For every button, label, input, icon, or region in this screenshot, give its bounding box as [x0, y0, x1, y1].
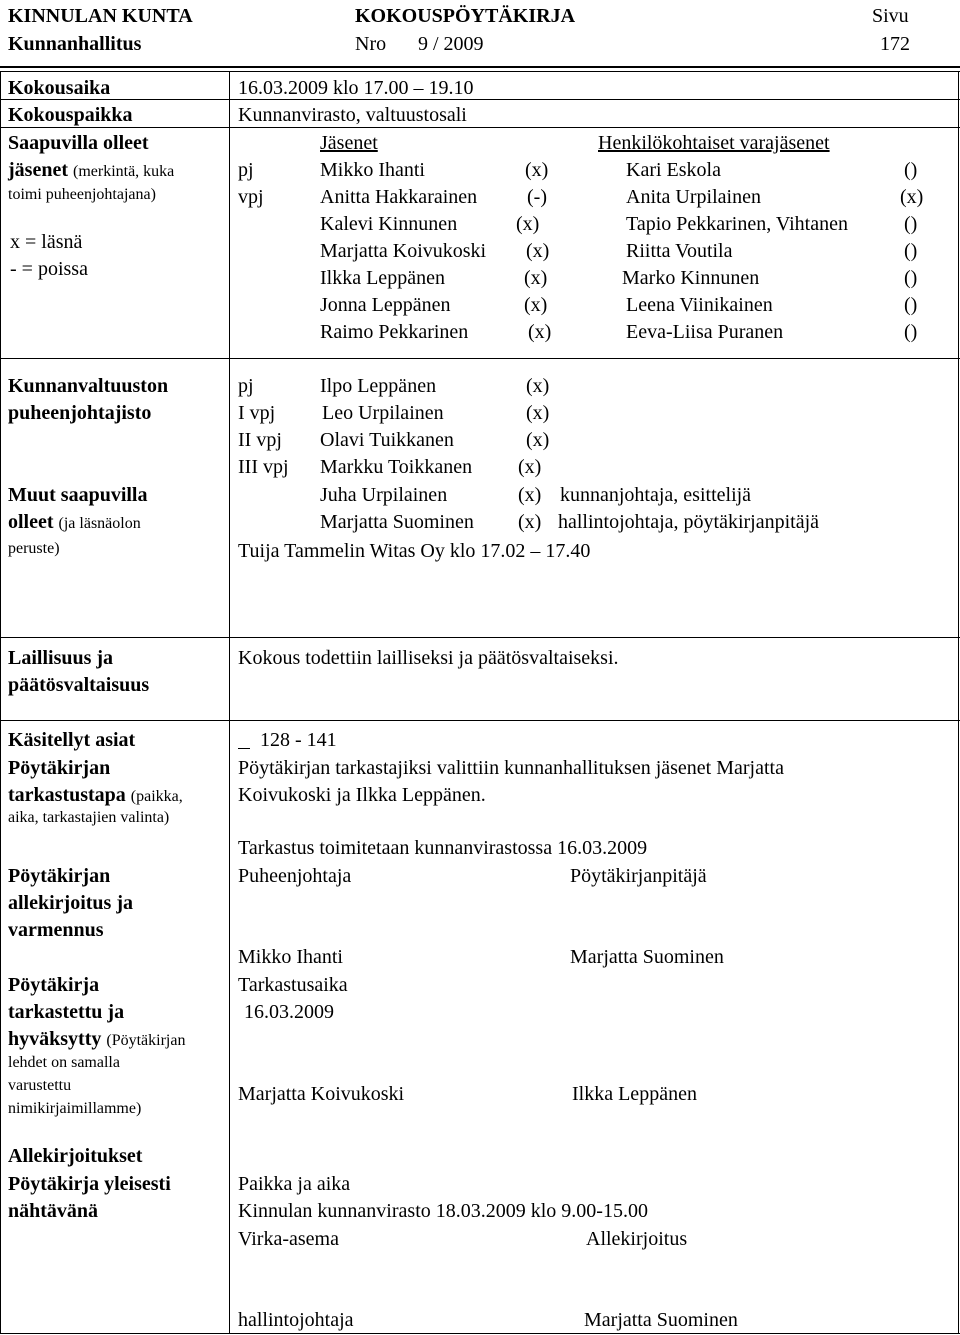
council-role: III vpj — [238, 456, 289, 478]
others-label: Muut saapuvilla — [8, 484, 148, 506]
position: hallintojohtaja — [238, 1309, 354, 1331]
check-text: Pöytäkirjan tarkastajiksi valittiin kunnanhallituksen jäsenet Marjatta — [238, 757, 784, 779]
row-divider — [0, 127, 960, 128]
attendee-role: pj — [238, 159, 254, 181]
other-name: Marjatta Suominen — [320, 511, 474, 533]
council-label: Kunnanvaltuuston — [8, 375, 169, 397]
approved-label-4: lehdet on samalla — [8, 1054, 120, 1071]
deputy-mark: (x) — [900, 186, 924, 208]
row-divider — [0, 358, 960, 359]
signing-label-2: allekirjoitus ja — [8, 892, 133, 914]
checker-1: Marjatta Koivukoski — [238, 1083, 405, 1105]
check-label-2: tarkastustapa (paikka, — [8, 784, 183, 806]
attendee-name: Jonna Leppänen — [320, 294, 451, 316]
table-right-border — [958, 71, 959, 1333]
council-mark: (x) — [526, 375, 550, 397]
deputy-mark: () — [904, 159, 918, 181]
body-name: Kunnanhallitus — [8, 33, 142, 55]
meeting-place-label: Kokouspaikka — [8, 104, 133, 126]
attendee-name: Anitta Hakkarainen — [320, 186, 478, 208]
deputy-mark: () — [904, 267, 918, 289]
attendee-mark: (x) — [524, 294, 548, 316]
header-rule — [0, 66, 960, 68]
check-date: 16.03.2009 — [244, 1001, 334, 1023]
sivu-label: Sivu — [872, 5, 909, 27]
doc-type: KOKOUSPÖYTÄKIRJA — [355, 5, 576, 27]
table-top-border — [0, 71, 960, 72]
meeting-place: Kunnanvirasto, valtuustosali — [238, 104, 467, 126]
attendees-label: Saapuvilla olleet — [8, 132, 149, 154]
attendee-mark: (x) — [524, 267, 548, 289]
attendee-name: Kalevi Kinnunen — [320, 213, 458, 235]
secretary-name: Marjatta Suominen — [570, 946, 724, 968]
check-text-2: Koivukoski ja Ilkka Leppänen. — [238, 784, 486, 806]
council-label-2: puheenjohtajisto — [8, 402, 152, 424]
attendee-name: Raimo Pekkarinen — [320, 321, 469, 343]
deputy-name: Riitta Voutila — [626, 240, 733, 262]
check-time-title: Tarkastusaika — [238, 974, 348, 996]
secretary-title: Pöytäkirjanpitäjä — [570, 865, 707, 887]
attendee-name: Ilkka Leppänen — [320, 267, 445, 289]
attendee-mark: (x) — [526, 240, 550, 262]
table-bottom-border — [0, 1333, 960, 1334]
council-name: Ilpo Leppänen — [320, 375, 437, 397]
attendee-name: Mikko Ihanti — [320, 159, 425, 181]
signature-title: Allekirjoitus — [586, 1228, 688, 1250]
council-name: Markku Toikkanen — [320, 456, 473, 478]
attendee-mark: (x) — [528, 321, 552, 343]
check-text-3: Tarkastus toimitetaan kunnanvirastossa 16.03.2009 — [238, 837, 648, 859]
row-divider — [0, 637, 960, 638]
org-name: KINNULAN KUNTA — [8, 5, 193, 27]
deputy-mark: () — [904, 321, 918, 343]
nro-value: 9 / 2009 — [418, 33, 484, 55]
items-range: 128 - 141 — [238, 730, 337, 750]
other-name: Juha Urpilainen — [320, 484, 448, 506]
council-mark: (x) — [526, 402, 550, 424]
deputy-name: Eeva-Liisa Puranen — [626, 321, 784, 343]
tab-marker — [238, 730, 250, 749]
approved-label-5: varustettu — [8, 1077, 72, 1094]
checker-2: Ilkka Leppänen — [572, 1083, 697, 1105]
deputy-mark: () — [904, 213, 918, 235]
approved-label-3: hyväksytty (Pöytäkirjan — [8, 1028, 186, 1050]
attendee-mark: (x) — [516, 213, 540, 235]
members-header: Jäsenet — [320, 132, 378, 154]
legality-label-2: päätösvaltaisuus — [8, 674, 150, 696]
place-time-title: Paikka ja aika — [238, 1173, 351, 1195]
legality-label: Laillisuus ja — [8, 647, 114, 669]
others-label-2: olleet (ja läsnäolon — [8, 511, 141, 533]
check-label-3: aika, tarkastajien valinta) — [8, 809, 170, 826]
other-extra: Tuija Tammelin Witas Oy klo 17.02 – 17.40 — [238, 540, 591, 562]
attendee-name: Marjatta Koivukoski — [320, 240, 487, 262]
items-label: Käsitellyt asiat — [8, 729, 136, 751]
signatures-label: Allekirjoitukset — [8, 1145, 143, 1167]
deputy-mark: () — [904, 240, 918, 262]
legend-present: x = läsnä — [10, 231, 83, 253]
deputy-name: Marko Kinnunen — [622, 267, 760, 289]
council-name: Leo Urpilainen — [322, 402, 444, 424]
council-role: pj — [238, 375, 254, 397]
chair-name: Mikko Ihanti — [238, 946, 343, 968]
approved-label-6: nimikirjaimillamme) — [8, 1100, 142, 1117]
council-role: II vpj — [238, 429, 282, 451]
others-label-3: peruste) — [8, 540, 60, 557]
signing-label-3: varmennus — [8, 919, 104, 941]
signer-name: Marjatta Suominen — [584, 1309, 738, 1331]
legality-text: Kokous todettiin lailliseksi ja päätösvaltaiseksi. — [238, 647, 619, 669]
council-mark: (x) — [526, 429, 550, 451]
meeting-time-label: Kokousaika — [8, 77, 111, 99]
attendee-role: vpj — [238, 186, 264, 208]
row-divider — [0, 99, 960, 100]
attendee-mark: (x) — [525, 159, 549, 181]
deputy-name: Anita Urpilainen — [626, 186, 761, 208]
sivu-value: 172 — [880, 33, 910, 55]
table-col-divider — [229, 71, 230, 1333]
deputy-name: Tapio Pekkarinen, Vihtanen — [626, 213, 848, 235]
other-mark: (x) — [518, 511, 542, 533]
approved-label: Pöytäkirja — [8, 974, 100, 996]
check-label: Pöytäkirjan — [8, 757, 111, 779]
chair-title: Puheenjohtaja — [238, 865, 352, 887]
nro-label: Nro — [355, 33, 387, 55]
place-time: Kinnulan kunnanvirasto 18.03.2009 klo 9.00-15.00 — [238, 1200, 648, 1222]
council-role: I vpj — [238, 402, 276, 424]
attendees-label-2: jäsenet (merkintä, kuka — [8, 159, 175, 181]
deputy-mark: () — [904, 294, 918, 316]
public-label: Pöytäkirja yleisesti — [8, 1173, 171, 1195]
meeting-time: 16.03.2009 klo 17.00 – 19.10 — [238, 77, 474, 99]
deputy-name: Kari Eskola — [626, 159, 721, 181]
legend-absent: - = poissa — [10, 258, 88, 280]
signing-label: Pöytäkirjan — [8, 865, 111, 887]
position-title: Virka-asema — [238, 1228, 339, 1250]
council-name: Olavi Tuikkanen — [320, 429, 454, 451]
other-role: kunnanjohtaja, esittelijä — [560, 484, 752, 506]
attendee-mark: (-) — [527, 186, 547, 208]
approved-label-2: tarkastettu ja — [8, 1001, 125, 1023]
public-label-2: nähtävänä — [8, 1200, 99, 1222]
deputy-name: Leena Viinikainen — [626, 294, 773, 316]
council-mark: (x) — [518, 456, 542, 478]
other-mark: (x) — [518, 484, 542, 506]
row-divider — [0, 720, 960, 721]
deputies-header: Henkilökohtaiset varajäsenet — [598, 132, 830, 154]
attendees-label-note: toimi puheenjohtajana) — [8, 186, 156, 203]
table-left-border — [0, 71, 1, 1333]
other-role: hallintojohtaja, pöytäkirjanpitäjä — [558, 511, 820, 533]
